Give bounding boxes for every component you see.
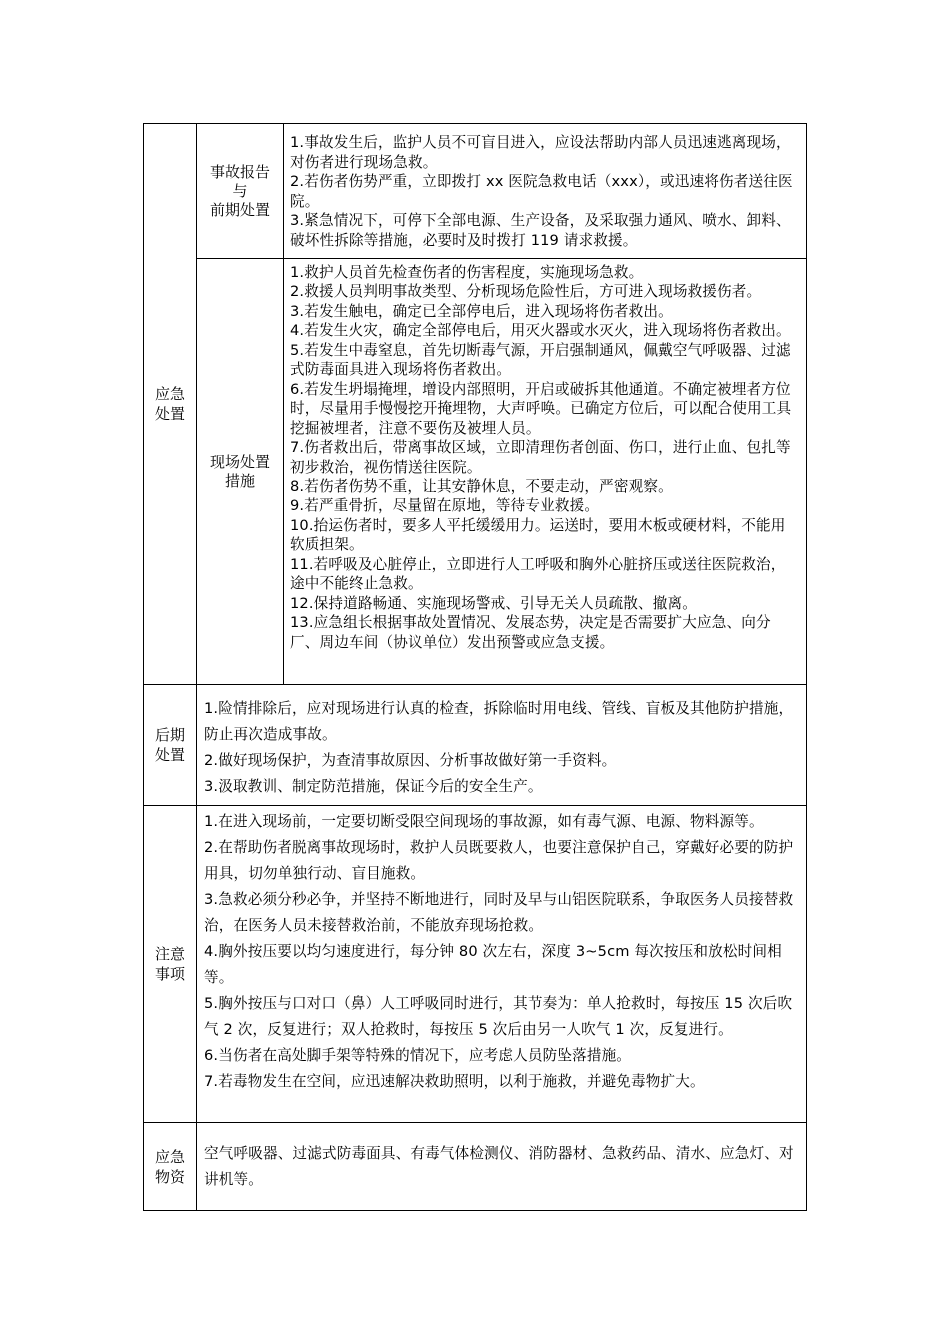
notes-item-5: 5.胸外按压与口对口（鼻）人工呼吸同时进行，其节奏为：单人抢救时，每按压 15 次后吹气 2 次，反复进行；双人抢救时，每按压 5 次后由另一人吹气 1 次，反复进行。 [204,995,793,1038]
onsite-item-3: 3.若发生触电，确定已全部停电后，进入现场将伤者救出。 [290,302,673,320]
onsite-item-12: 12.保持道路畅通、实施现场警戒、引导无关人员疏散、撤离。 [290,594,697,612]
onsite-item-6: 6.若发生坍塌掩埋，增设内部照明，开启或破拆其他通道。不确定被埋者方位时，尽量用手慢慢挖开掩埋物，大声呼唤。已确定方位后，可以配合使用工具挖掘被埋者，注意不要伤及被埋人员。 [290,380,792,437]
onsite-item-13: 13.应急组长根据事故处置情况、发展态势，决定是否需要扩大应急、向分厂、周边车间（协议单位）发出预警或应急支援。 [290,614,771,651]
row-divider-aftermath [143,805,807,806]
notes-item-1: 1.在进入现场前，一定要切断受限空间现场的事故源，如有毒气源、电源、物料源等。 [204,813,764,830]
onsite-item-5: 5.若发生中毒窒息，首先切断毒气源，开启强制通风，佩戴空气呼吸器、过滤式防毒面具进入现场将伤者救出。 [290,341,791,379]
onsite-item-8: 8.若伤者伤势不重，让其安静休息，不要走动，严密观察。 [290,477,673,495]
notes-item-6: 6.当伤者在高处脚手架等特殊的情况下，应考虑人员防坠落措施。 [204,1047,632,1064]
aftermath-section-label: 后期 处置 [154,726,185,764]
notes-item-3: 3.急救必须分秒必争，并坚持不断地进行，同时及早与山铝医院联系，争取医务人员接替救治，在医务人员未接替救治前，不能放弃现场抢救。 [204,891,794,934]
notes-item-7: 7.若毒物发生在空间，应迅速解决救助照明，以利于施救，并避免毒物扩大。 [204,1073,705,1090]
report-content [290,133,800,258]
report-item-1: 1.事故发生后，监护人员不可盲目进入，应设法帮助内部人员迅速逃离现场，对伤者进行现场急救。 [290,134,791,171]
onsite-item-7: 7.伤者救出后，带离事故区域，立即清理伤者创面、伤口，进行止血、包扎等初步救治，视伤情送往医院。 [290,439,791,476]
report-item-2: 2.若伤者伤势严重，立即拨打 xx 医院急救电话（xxx），或迅速将伤者送往医院。 [290,173,793,210]
aftermath-item-2: 2.做好现场保护，为查清事故原因、分析事故做好第一手资料。 [204,752,617,769]
onsite-item-4: 4.若发生火灾，确定全部停电后，用灭火器或水灭火，进入现场将伤者救出。 [290,322,791,340]
notes-section-label: 注意 事项 [154,945,185,983]
onsite-item-1: 1.救护人员首先检查伤者的伤害程度，实施现场急救。 [290,264,644,281]
col-divider-subcategory [283,123,284,684]
report-item-3: 3.紧急情况下，可停下全部电源、生产设备，及采取强力通风、喷水、卸料、破坏性拆除等措施，必要时及时拨打 119 请求救援。 [290,212,791,249]
onsite-item-11: 11.若呼吸及心脏停止，立即进行人工呼吸和胸外心脏挤压或送往医院救治，途中不能终止急救。 [290,555,786,593]
notes-content [204,809,800,1122]
supplies-text: 空气呼吸器、过滤式防毒面具、有毒气体检测仪、消防器材、急救药品、清水、应急灯、对讲机等。 [204,1145,794,1188]
onsite-item-9: 9.若严重骨折，尽量留在原地，等待专业救援。 [290,497,600,515]
row-divider-emergency [143,684,807,685]
row-divider-notes [143,1122,807,1123]
onsite-item-10: 10.抬运伤者时，要多人平托缓缓用力。运送时，要用木板或硬材料，不能用软质担架。 [290,516,786,554]
onsite-content [290,263,800,684]
supplies-section-label: 应急 物资 [154,1147,185,1186]
onsite-item-2: 2.救援人员判明事故类型、分析现场危险性后，方可进入现场救援伤者。 [290,283,762,301]
aftermath-item-1: 1.险情排除后，应对现场进行认真的检查，拆除临时用电线、管线、盲板及其他防护措施，防止再次造成事故。 [204,700,794,743]
row-divider-report [196,258,807,259]
onsite-subsection-label: 现场处置 措施 [209,452,270,490]
supplies-content [204,1141,800,1201]
notes-item-4: 4.胸外按压要以均匀速度进行，每分钟 80 次左右，深度 3~5cm 每次按压和放松时间相等。 [204,943,782,986]
report-subsection-label: 事故报告 与 前期处置 [209,162,270,219]
notes-item-2: 2.在帮助伤者脱离事故现场时，救护人员既要救人，也要注意保护自己，穿戴好必要的防护用具，切勿单独行动、盲目施救。 [204,839,794,882]
emergency-section-label: 应急 处置 [154,385,185,423]
aftermath-item-3: 3.汲取教训、制定防范措施，保证今后的安全生产。 [204,778,543,795]
aftermath-content [204,696,800,805]
